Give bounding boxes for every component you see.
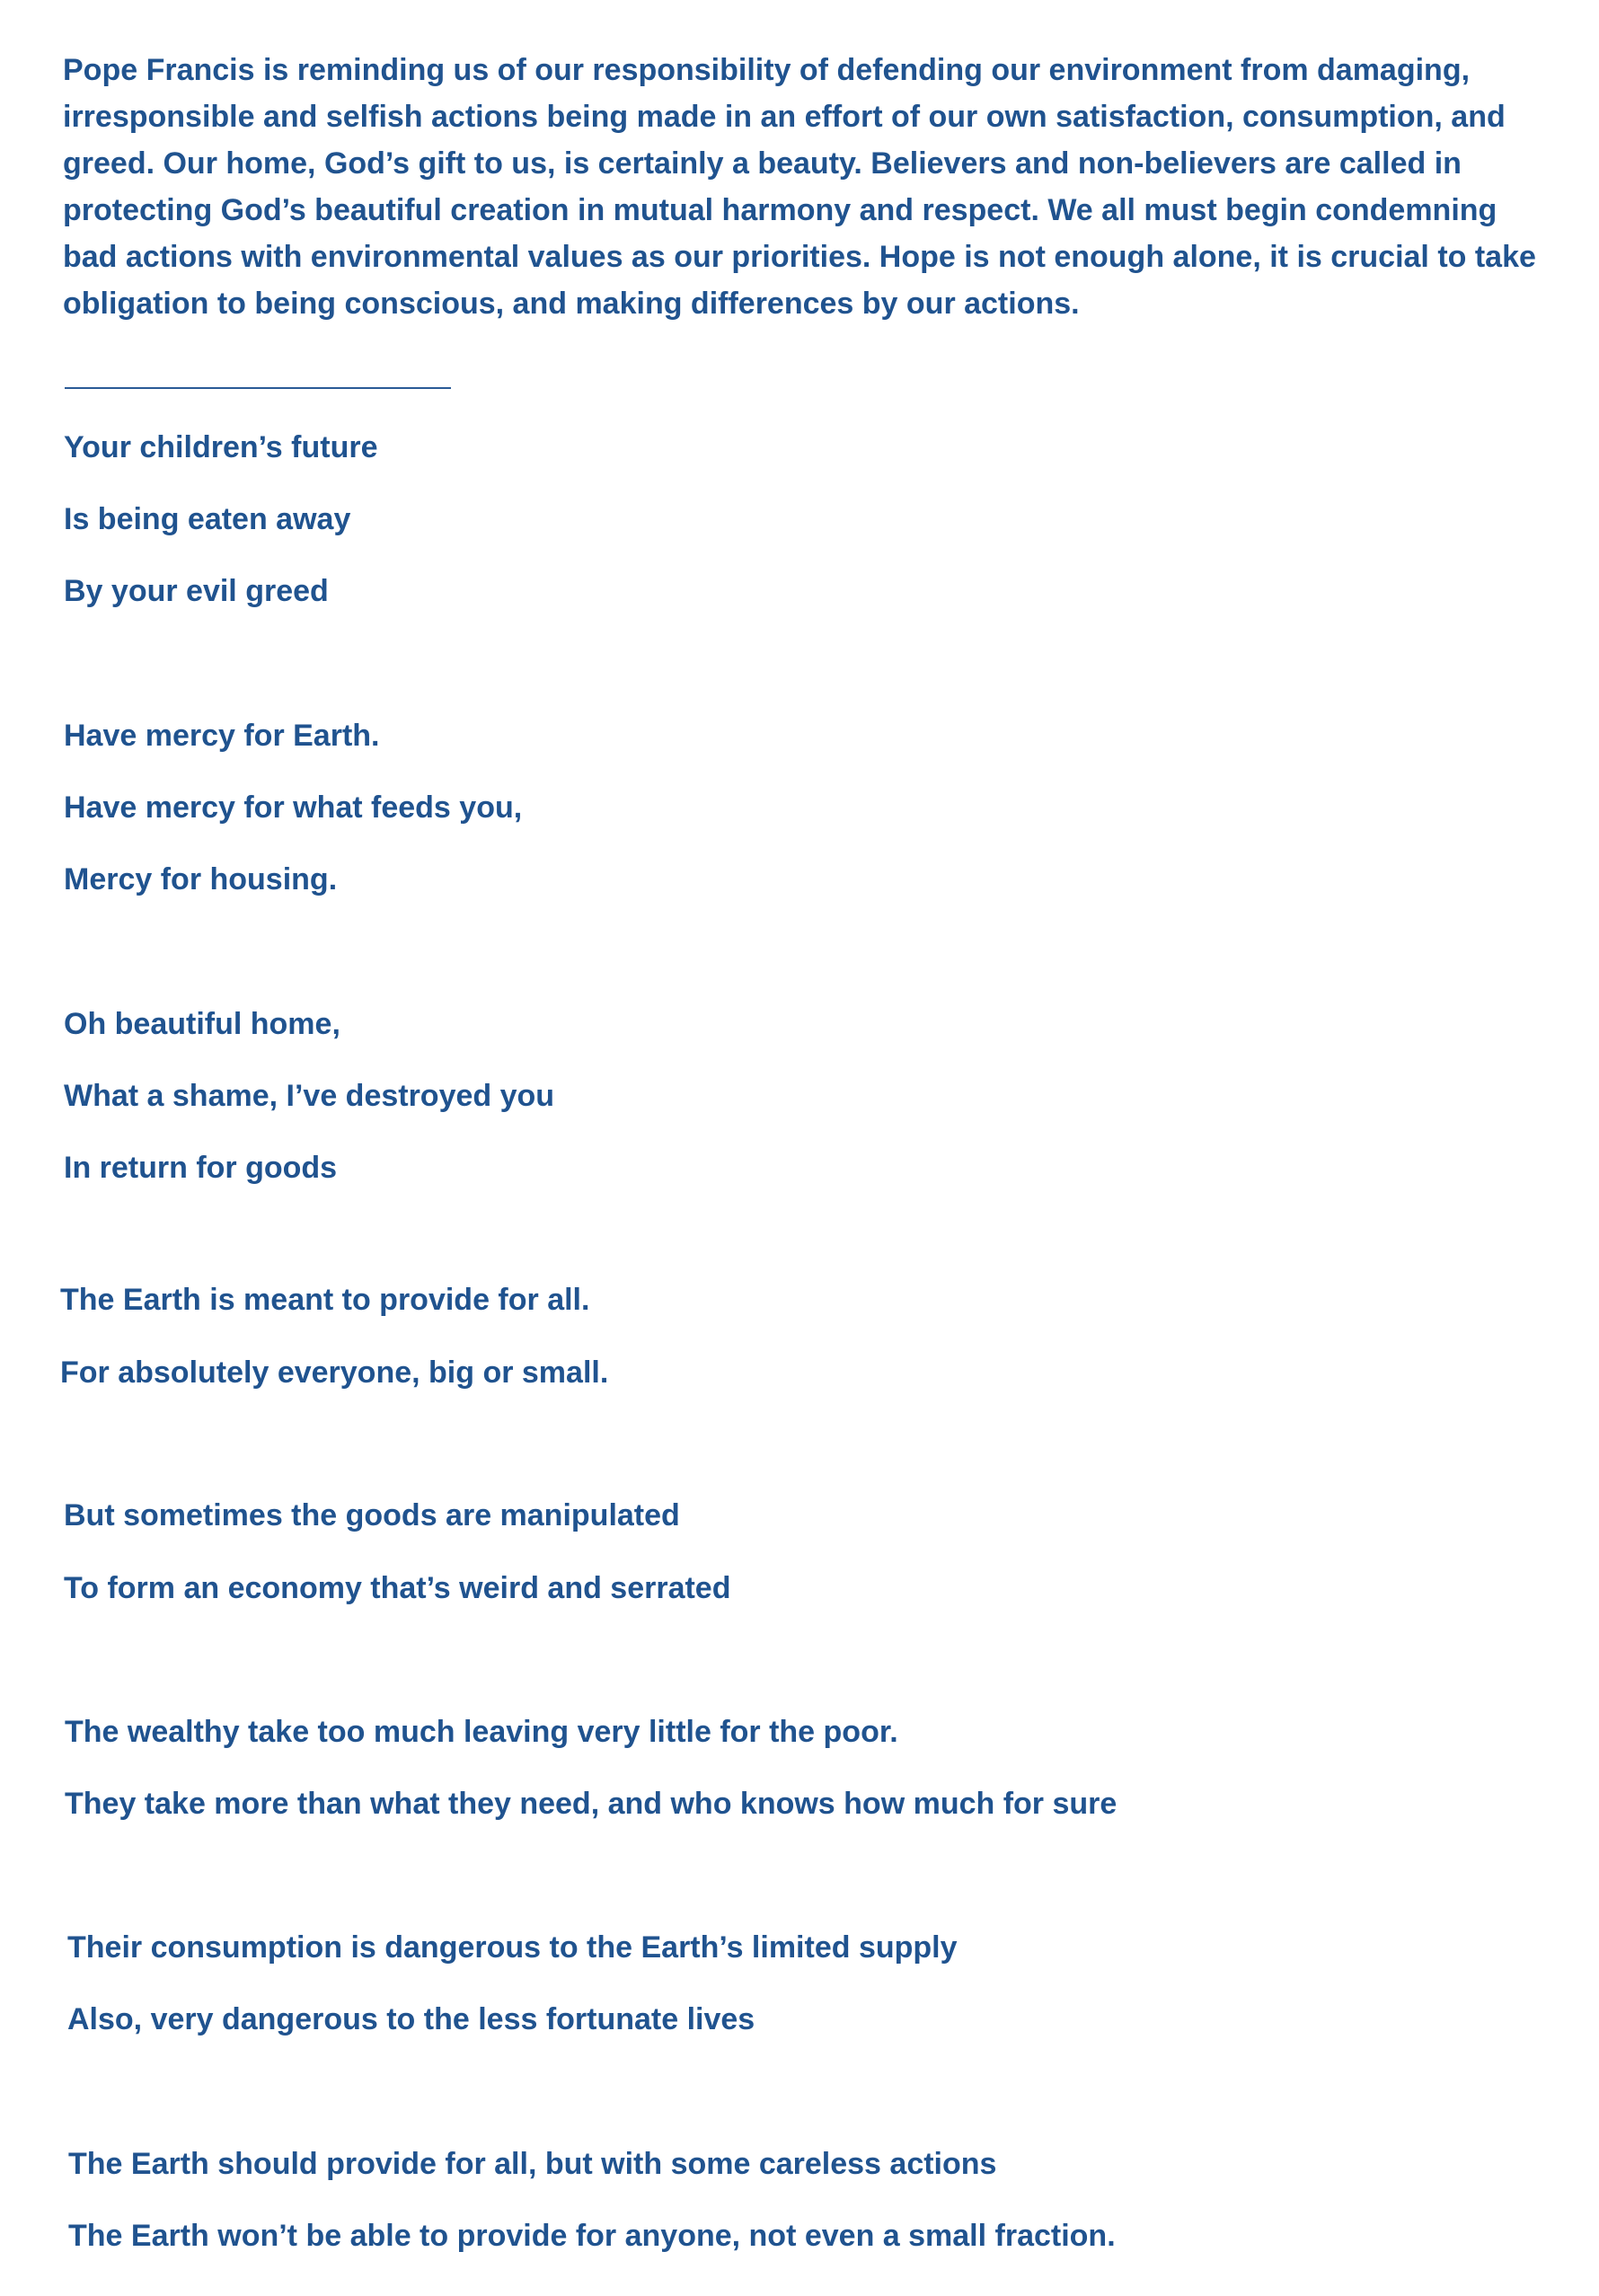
poem-line: But sometimes the goods are manipulated	[64, 1498, 680, 1532]
poem-line: To form an economy that’s weird and serrated	[64, 1571, 731, 1605]
section-divider	[65, 387, 451, 389]
poem-line: Have mercy for Earth.	[64, 719, 380, 753]
poem-line: Also, very dangerous to the less fortunate lives	[67, 2002, 755, 2036]
poem-line: The Earth should provide for all, but with some careless actions	[68, 2147, 997, 2181]
poem-line: Your children’s future	[64, 430, 378, 464]
intro-paragraph: Pope Francis is reminding us of our responsibility of defending our environment from damaging, irresponsible and selfish actions being made in an effort of our own satisfaction, consumption, and greed. Our home, God’s gift to us, is certainly a beauty. Believers and non-believers are called in protecting God’s beautiful creation in mutual harmony and respect. We all must begin condemning bad actions with environmental values as our priorities. Hope is not enough alone, it is crucial to take obligation to being conscious, and making differences by our actions.	[63, 53, 1536, 321]
poem-line: Oh beautiful home,	[64, 1007, 340, 1041]
poem-line: The wealthy take too much leaving very little for the poor.	[65, 1715, 898, 1749]
poem-line: The Earth won’t be able to provide for anyone, not even a small fraction.	[68, 2219, 1116, 2253]
poem-line: Is being eaten away	[64, 502, 351, 536]
poem-line: In return for goods	[64, 1151, 338, 1185]
poem-line: By your evil greed	[64, 574, 329, 608]
poem-line: Their consumption is dangerous to the Earth’s limited supply	[67, 1930, 958, 1965]
poem-line: Have mercy for what feeds you,	[64, 790, 523, 825]
poem-line: For absolutely everyone, big or small.	[60, 1356, 609, 1390]
poem-line: The Earth is meant to provide for all.	[60, 1283, 590, 1317]
poem-line: What a shame, I’ve destroyed you	[64, 1079, 555, 1113]
poem-line: Mercy for housing.	[64, 862, 338, 896]
poem-line: They take more than what they need, and who knows how much for sure	[65, 1787, 1118, 1821]
